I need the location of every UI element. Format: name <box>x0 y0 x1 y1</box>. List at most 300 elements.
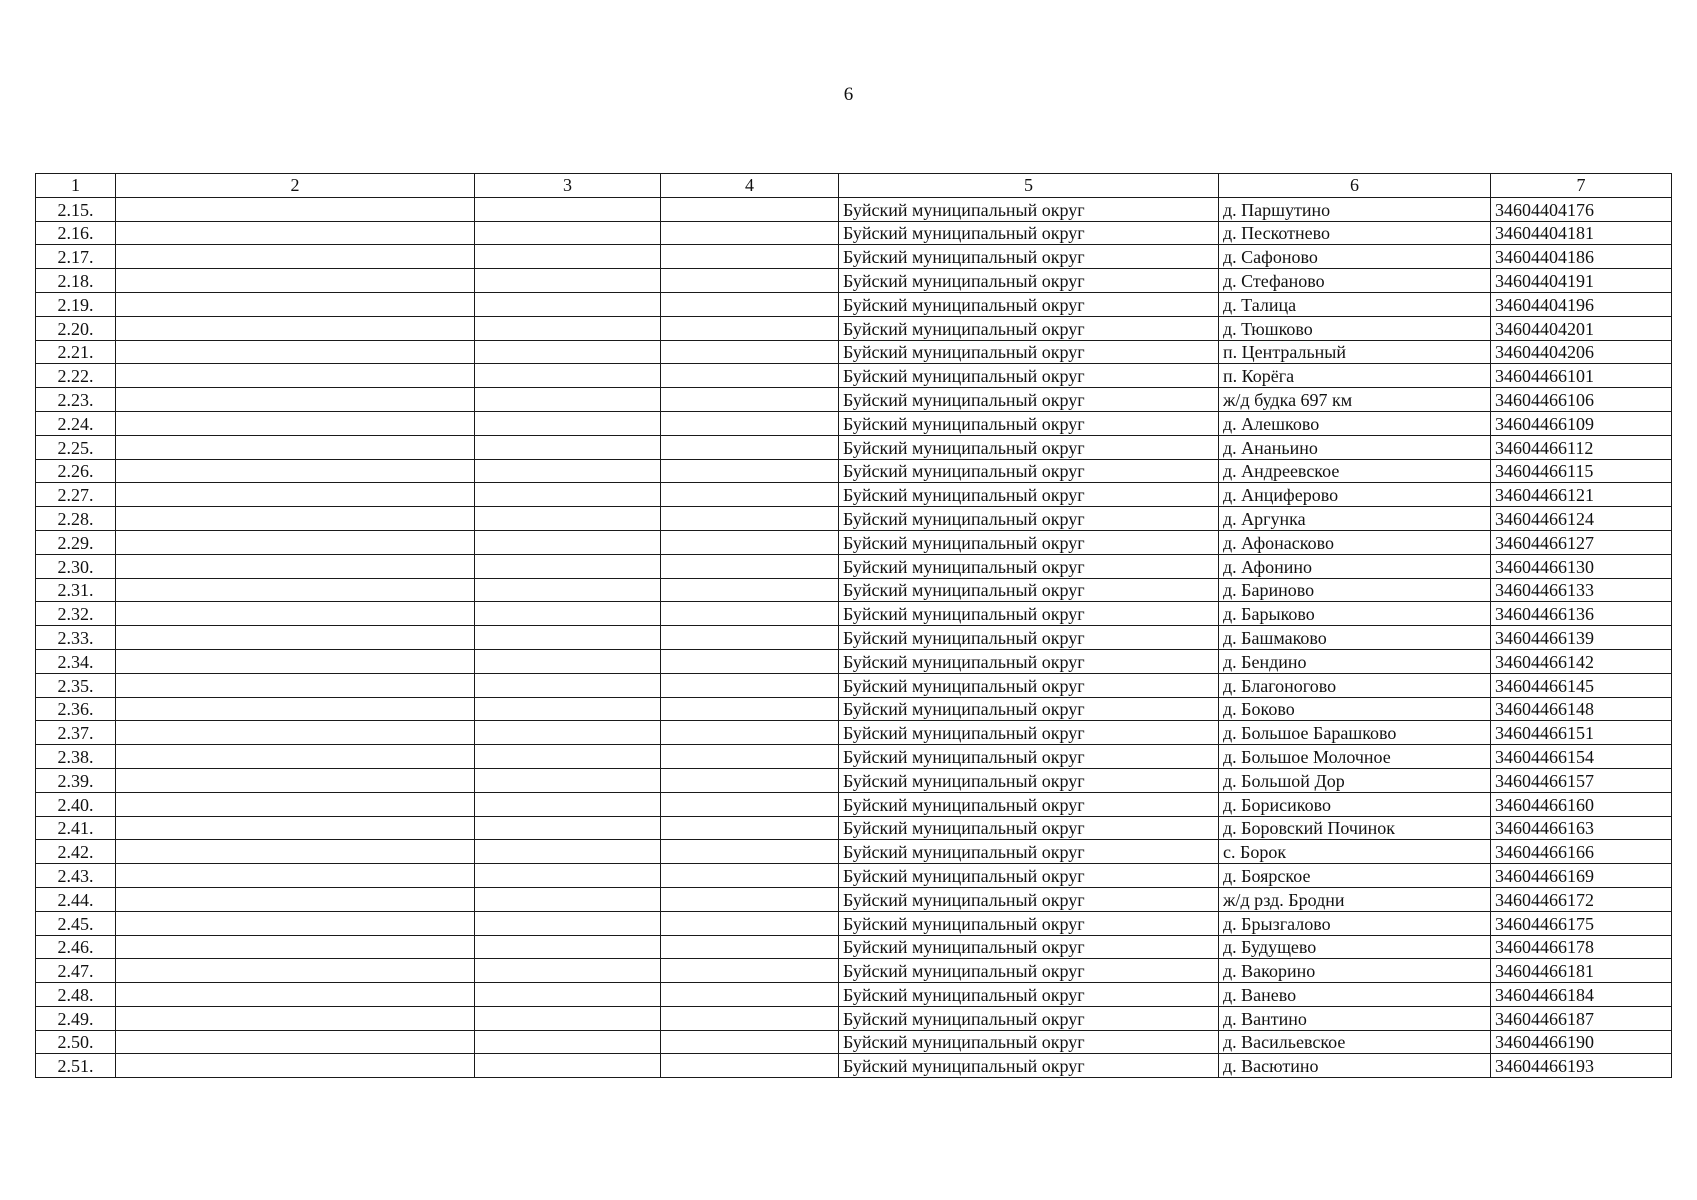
column-3-cell <box>475 221 661 245</box>
settlement-cell: д. Паршутино <box>1219 197 1491 221</box>
column-4-cell <box>661 411 839 435</box>
settlement-cell: д. Бендино <box>1219 649 1491 673</box>
column-2-cell <box>116 507 475 531</box>
oktmo-code-cell: 34604466184 <box>1491 983 1672 1007</box>
row-number-cell: 2.44. <box>36 887 116 911</box>
column-4-cell <box>661 483 839 507</box>
oktmo-code-cell: 34604466130 <box>1491 554 1672 578</box>
table-row <box>36 649 1672 673</box>
column-2-cell <box>116 292 475 316</box>
column-3-cell <box>475 1054 661 1078</box>
column-4-cell <box>661 340 839 364</box>
settlement-cell: д. Ванево <box>1219 983 1491 1007</box>
column-3-cell <box>475 697 661 721</box>
municipality-cell: Буйский муниципальный округ <box>839 530 1219 554</box>
settlement-cell: д. Бариново <box>1219 578 1491 602</box>
column-3-cell <box>475 626 661 650</box>
column-2-cell <box>116 768 475 792</box>
oktmo-code-cell: 34604404176 <box>1491 197 1672 221</box>
column-3-cell <box>475 935 661 959</box>
header-cell: 5 <box>839 174 1219 198</box>
table-row <box>36 364 1672 388</box>
oktmo-code-cell: 34604404181 <box>1491 221 1672 245</box>
row-number-cell: 2.39. <box>36 768 116 792</box>
oktmo-code-cell: 34604466142 <box>1491 649 1672 673</box>
column-2-cell <box>116 435 475 459</box>
row-number-cell: 2.28. <box>36 507 116 531</box>
column-2-cell <box>116 411 475 435</box>
settlement-cell: д. Брызгалово <box>1219 911 1491 935</box>
municipality-cell: Буйский муниципальный округ <box>839 673 1219 697</box>
oktmo-code-cell: 34604404186 <box>1491 245 1672 269</box>
column-4-cell <box>661 364 839 388</box>
column-2-cell <box>116 1054 475 1078</box>
table-row <box>36 1030 1672 1054</box>
column-3-cell <box>475 721 661 745</box>
table-row <box>36 935 1672 959</box>
table-row <box>36 530 1672 554</box>
row-number-cell: 2.21. <box>36 340 116 364</box>
settlement-cell: д. Башмаково <box>1219 626 1491 650</box>
row-number-cell: 2.37. <box>36 721 116 745</box>
column-3-cell <box>475 1006 661 1030</box>
oktmo-code-cell: 34604466151 <box>1491 721 1672 745</box>
column-4-cell <box>661 864 839 888</box>
oktmo-code-cell: 34604466166 <box>1491 840 1672 864</box>
municipality-cell: Буйский муниципальный округ <box>839 745 1219 769</box>
column-2-cell <box>116 911 475 935</box>
municipality-cell: Буйский муниципальный округ <box>839 959 1219 983</box>
table-row <box>36 768 1672 792</box>
column-3-cell <box>475 792 661 816</box>
municipality-cell: Буйский муниципальный округ <box>839 1006 1219 1030</box>
table-row <box>36 411 1672 435</box>
column-4-cell <box>661 1030 839 1054</box>
row-number-cell: 2.19. <box>36 292 116 316</box>
column-2-cell <box>116 626 475 650</box>
municipality-cell: Буйский муниципальный округ <box>839 649 1219 673</box>
column-4-cell <box>661 935 839 959</box>
column-2-cell <box>116 221 475 245</box>
municipality-cell: Буйский муниципальный округ <box>839 388 1219 412</box>
municipality-cell: Буйский муниципальный округ <box>839 578 1219 602</box>
column-3-cell <box>475 364 661 388</box>
settlement-cell: д. Ананьино <box>1219 435 1491 459</box>
oktmo-code-cell: 34604466133 <box>1491 578 1672 602</box>
table-row <box>36 864 1672 888</box>
settlement-cell: д. Андреевское <box>1219 459 1491 483</box>
column-4-cell <box>661 768 839 792</box>
table-row <box>36 245 1672 269</box>
municipality-cell: Буйский муниципальный округ <box>839 840 1219 864</box>
oktmo-code-cell: 34604404201 <box>1491 316 1672 340</box>
settlement-cell: ж/д будка 697 км <box>1219 388 1491 412</box>
municipality-cell: Буйский муниципальный округ <box>839 626 1219 650</box>
municipality-cell: Буйский муниципальный округ <box>839 768 1219 792</box>
oktmo-code-cell: 34604466178 <box>1491 935 1672 959</box>
municipality-cell: Буйский муниципальный округ <box>839 911 1219 935</box>
column-2-cell <box>116 792 475 816</box>
column-3-cell <box>475 816 661 840</box>
settlement-cell: д. Большое Барашково <box>1219 721 1491 745</box>
municipality-cell: Буйский муниципальный округ <box>839 292 1219 316</box>
row-number-cell: 2.31. <box>36 578 116 602</box>
table-row <box>36 983 1672 1007</box>
column-4-cell <box>661 673 839 697</box>
row-number-cell: 2.34. <box>36 649 116 673</box>
column-3-cell <box>475 340 661 364</box>
settlement-cell: д. Боярское <box>1219 864 1491 888</box>
column-2-cell <box>116 245 475 269</box>
row-number-cell: 2.40. <box>36 792 116 816</box>
row-number-cell: 2.38. <box>36 745 116 769</box>
column-3-cell <box>475 197 661 221</box>
column-2-cell <box>116 745 475 769</box>
table-row <box>36 602 1672 626</box>
settlement-cell: д. Анциферово <box>1219 483 1491 507</box>
table-row <box>36 959 1672 983</box>
row-number-cell: 2.43. <box>36 864 116 888</box>
column-2-cell <box>116 269 475 293</box>
column-2-cell <box>116 364 475 388</box>
row-number-cell: 2.35. <box>36 673 116 697</box>
table-row <box>36 221 1672 245</box>
column-2-cell <box>116 316 475 340</box>
table-row <box>36 459 1672 483</box>
row-number-cell: 2.23. <box>36 388 116 412</box>
row-number-cell: 2.46. <box>36 935 116 959</box>
oktmo-code-cell: 34604466172 <box>1491 887 1672 911</box>
column-2-cell <box>116 935 475 959</box>
municipality-cell: Буйский муниципальный округ <box>839 554 1219 578</box>
column-2-cell <box>116 887 475 911</box>
header-cell: 7 <box>1491 174 1672 198</box>
column-4-cell <box>661 983 839 1007</box>
oktmo-code-cell: 34604466148 <box>1491 697 1672 721</box>
column-2-cell <box>116 983 475 1007</box>
oktmo-code-cell: 34604466187 <box>1491 1006 1672 1030</box>
column-3-cell <box>475 483 661 507</box>
row-number-cell: 2.47. <box>36 959 116 983</box>
municipality-cell: Буйский муниципальный округ <box>839 269 1219 293</box>
oktmo-code-cell: 34604466190 <box>1491 1030 1672 1054</box>
oktmo-code-cell: 34604466163 <box>1491 816 1672 840</box>
row-number-cell: 2.48. <box>36 983 116 1007</box>
oktmo-code-cell: 34604466109 <box>1491 411 1672 435</box>
table-row <box>36 483 1672 507</box>
municipality-cell: Буйский муниципальный округ <box>839 697 1219 721</box>
column-4-cell <box>661 721 839 745</box>
row-number-cell: 2.15. <box>36 197 116 221</box>
settlement-cell: д. Боково <box>1219 697 1491 721</box>
column-4-cell <box>661 507 839 531</box>
column-2-cell <box>116 840 475 864</box>
settlement-cell: д. Алешково <box>1219 411 1491 435</box>
column-4-cell <box>661 1006 839 1030</box>
column-3-cell <box>475 578 661 602</box>
municipality-cell: Буйский муниципальный округ <box>839 364 1219 388</box>
table-row <box>36 697 1672 721</box>
header-cell: 3 <box>475 174 661 198</box>
table-row <box>36 673 1672 697</box>
row-number-cell: 2.49. <box>36 1006 116 1030</box>
column-3-cell <box>475 911 661 935</box>
settlement-cell: д. Афонино <box>1219 554 1491 578</box>
column-4-cell <box>661 745 839 769</box>
table-row <box>36 388 1672 412</box>
municipality-cell: Буйский муниципальный округ <box>839 1054 1219 1078</box>
column-3-cell <box>475 269 661 293</box>
table-row <box>36 840 1672 864</box>
column-4-cell <box>661 578 839 602</box>
column-3-cell <box>475 554 661 578</box>
column-2-cell <box>116 602 475 626</box>
oktmo-code-cell: 34604466145 <box>1491 673 1672 697</box>
oktmo-code-cell: 34604466193 <box>1491 1054 1672 1078</box>
column-3-cell <box>475 887 661 911</box>
page-number: 6 <box>843 84 854 105</box>
row-number-cell: 2.29. <box>36 530 116 554</box>
settlement-cell: ж/д рзд. Бродни <box>1219 887 1491 911</box>
column-4-cell <box>661 816 839 840</box>
column-2-cell <box>116 1006 475 1030</box>
row-number-cell: 2.41. <box>36 816 116 840</box>
column-4-cell <box>661 626 839 650</box>
table-row <box>36 721 1672 745</box>
table-row <box>36 887 1672 911</box>
municipality-cell: Буйский муниципальный округ <box>839 340 1219 364</box>
table-row <box>36 292 1672 316</box>
settlement-cell: п. Корёга <box>1219 364 1491 388</box>
column-2-cell <box>116 340 475 364</box>
column-4-cell <box>661 911 839 935</box>
municipality-cell: Буйский муниципальный округ <box>839 483 1219 507</box>
table-row <box>36 1054 1672 1078</box>
table-row <box>36 554 1672 578</box>
municipality-cell: Буйский муниципальный округ <box>839 459 1219 483</box>
column-4-cell <box>661 316 839 340</box>
settlement-cell: д. Большое Молочное <box>1219 745 1491 769</box>
column-4-cell <box>661 245 839 269</box>
row-number-cell: 2.42. <box>36 840 116 864</box>
column-2-cell <box>116 578 475 602</box>
municipality-cell: Буйский муниципальный округ <box>839 245 1219 269</box>
table-row <box>36 626 1672 650</box>
oktmo-code-cell: 34604466160 <box>1491 792 1672 816</box>
column-2-cell <box>116 721 475 745</box>
column-3-cell <box>475 435 661 459</box>
column-4-cell <box>661 197 839 221</box>
oktmo-code-cell: 34604466139 <box>1491 626 1672 650</box>
column-4-cell <box>661 554 839 578</box>
settlement-cell: д. Васильевское <box>1219 1030 1491 1054</box>
oktmo-code-cell: 34604466101 <box>1491 364 1672 388</box>
municipality-cell: Буйский муниципальный округ <box>839 1030 1219 1054</box>
column-2-cell <box>116 673 475 697</box>
municipality-cell: Буйский муниципальный округ <box>839 221 1219 245</box>
oktmo-code-cell: 34604404206 <box>1491 340 1672 364</box>
settlement-cell: д. Тюшково <box>1219 316 1491 340</box>
column-3-cell <box>475 864 661 888</box>
oktmo-code-cell: 34604466112 <box>1491 435 1672 459</box>
table-row <box>36 340 1672 364</box>
column-3-cell <box>475 245 661 269</box>
column-4-cell <box>661 1054 839 1078</box>
column-4-cell <box>661 530 839 554</box>
column-3-cell <box>475 530 661 554</box>
column-3-cell <box>475 745 661 769</box>
column-4-cell <box>661 792 839 816</box>
table-row <box>36 745 1672 769</box>
settlement-cell: д. Благоногово <box>1219 673 1491 697</box>
column-3-cell <box>475 388 661 412</box>
table-body <box>36 197 1672 1077</box>
municipality-cell: Буйский муниципальный округ <box>839 983 1219 1007</box>
row-number-cell: 2.30. <box>36 554 116 578</box>
municipality-cell: Буйский муниципальный округ <box>839 721 1219 745</box>
oktmo-code-cell: 34604466157 <box>1491 768 1672 792</box>
settlement-cell: д. Большой Дор <box>1219 768 1491 792</box>
column-2-cell <box>116 483 475 507</box>
table-row <box>36 816 1672 840</box>
table-row <box>36 435 1672 459</box>
column-4-cell <box>661 435 839 459</box>
column-2-cell <box>116 959 475 983</box>
oktmo-code-cell: 34604466124 <box>1491 507 1672 531</box>
column-3-cell <box>475 840 661 864</box>
row-number-cell: 2.25. <box>36 435 116 459</box>
settlement-cell: д. Будущево <box>1219 935 1491 959</box>
column-3-cell <box>475 602 661 626</box>
column-4-cell <box>661 840 839 864</box>
column-3-cell <box>475 316 661 340</box>
municipality-cell: Буйский муниципальный округ <box>839 816 1219 840</box>
settlement-cell: д. Талица <box>1219 292 1491 316</box>
column-2-cell <box>116 554 475 578</box>
header-cell: 1 <box>36 174 116 198</box>
oktmo-code-cell: 34604466127 <box>1491 530 1672 554</box>
settlement-cell: с. Борок <box>1219 840 1491 864</box>
table-row <box>36 792 1672 816</box>
column-2-cell <box>116 649 475 673</box>
column-2-cell <box>116 388 475 412</box>
oktmo-code-cell: 34604404191 <box>1491 269 1672 293</box>
settlement-cell: д. Боровский Починок <box>1219 816 1491 840</box>
table-row <box>36 1006 1672 1030</box>
settlement-cell: д. Барыково <box>1219 602 1491 626</box>
table-row <box>36 269 1672 293</box>
settlement-cell: д. Васютино <box>1219 1054 1491 1078</box>
table-row <box>36 507 1672 531</box>
municipality-cell: Буйский муниципальный округ <box>839 864 1219 888</box>
column-2-cell <box>116 864 475 888</box>
oktmo-code-cell: 34604466121 <box>1491 483 1672 507</box>
column-2-cell <box>116 197 475 221</box>
municipality-cell: Буйский муниципальный округ <box>839 411 1219 435</box>
column-2-cell <box>116 1030 475 1054</box>
oktmo-code-cell: 34604466106 <box>1491 388 1672 412</box>
municipality-cell: Буйский муниципальный округ <box>839 435 1219 459</box>
row-number-cell: 2.32. <box>36 602 116 626</box>
municipality-cell: Буйский муниципальный округ <box>839 602 1219 626</box>
row-number-cell: 2.24. <box>36 411 116 435</box>
column-3-cell <box>475 411 661 435</box>
table-row <box>36 578 1672 602</box>
row-number-cell: 2.18. <box>36 269 116 293</box>
column-3-cell <box>475 673 661 697</box>
table-row <box>36 316 1672 340</box>
oktmo-code-cell: 34604466115 <box>1491 459 1672 483</box>
settlement-cell: д. Борисиково <box>1219 792 1491 816</box>
settlement-cell: д. Пескотнево <box>1219 221 1491 245</box>
column-4-cell <box>661 649 839 673</box>
column-2-cell <box>116 530 475 554</box>
municipality-cell: Буйский муниципальный округ <box>839 316 1219 340</box>
row-number-cell: 2.50. <box>36 1030 116 1054</box>
settlement-cell: д. Вантино <box>1219 1006 1491 1030</box>
column-4-cell <box>661 959 839 983</box>
column-3-cell <box>475 768 661 792</box>
settlement-cell: п. Центральный <box>1219 340 1491 364</box>
table-row <box>36 197 1672 221</box>
column-3-cell <box>475 1030 661 1054</box>
header-cell: 2 <box>116 174 475 198</box>
column-3-cell <box>475 959 661 983</box>
column-2-cell <box>116 816 475 840</box>
header-cell: 4 <box>661 174 839 198</box>
oktmo-code-cell: 34604466154 <box>1491 745 1672 769</box>
column-2-cell <box>116 697 475 721</box>
row-number-cell: 2.51. <box>36 1054 116 1078</box>
municipality-cell: Буйский муниципальный округ <box>839 792 1219 816</box>
column-3-cell <box>475 459 661 483</box>
settlement-cell: д. Аргунка <box>1219 507 1491 531</box>
column-3-cell <box>475 649 661 673</box>
row-number-cell: 2.45. <box>36 911 116 935</box>
municipality-cell: Буйский муниципальный округ <box>839 887 1219 911</box>
table-row <box>36 911 1672 935</box>
column-4-cell <box>661 292 839 316</box>
settlement-cell: д. Стефаново <box>1219 269 1491 293</box>
oktmo-code-cell: 34604404196 <box>1491 292 1672 316</box>
column-4-cell <box>661 221 839 245</box>
column-4-cell <box>661 269 839 293</box>
row-number-cell: 2.27. <box>36 483 116 507</box>
oktmo-code-cell: 34604466169 <box>1491 864 1672 888</box>
row-number-cell: 2.20. <box>36 316 116 340</box>
header-cell: 6 <box>1219 174 1491 198</box>
column-3-cell <box>475 983 661 1007</box>
row-number-cell: 2.36. <box>36 697 116 721</box>
settlement-cell: д. Афонасково <box>1219 530 1491 554</box>
oktmo-code-cell: 34604466175 <box>1491 911 1672 935</box>
row-number-cell: 2.17. <box>36 245 116 269</box>
municipality-cell: Буйский муниципальный округ <box>839 197 1219 221</box>
oktmo-code-cell: 34604466181 <box>1491 959 1672 983</box>
row-number-cell: 2.26. <box>36 459 116 483</box>
settlement-cell: д. Сафоново <box>1219 245 1491 269</box>
column-3-cell <box>475 292 661 316</box>
row-number-cell: 2.22. <box>36 364 116 388</box>
column-3-cell <box>475 507 661 531</box>
municipality-cell: Буйский муниципальный округ <box>839 935 1219 959</box>
column-2-cell <box>116 459 475 483</box>
column-4-cell <box>661 459 839 483</box>
settlement-cell: д. Вакорино <box>1219 959 1491 983</box>
header-row <box>36 174 1672 198</box>
column-4-cell <box>661 697 839 721</box>
row-number-cell: 2.16. <box>36 221 116 245</box>
